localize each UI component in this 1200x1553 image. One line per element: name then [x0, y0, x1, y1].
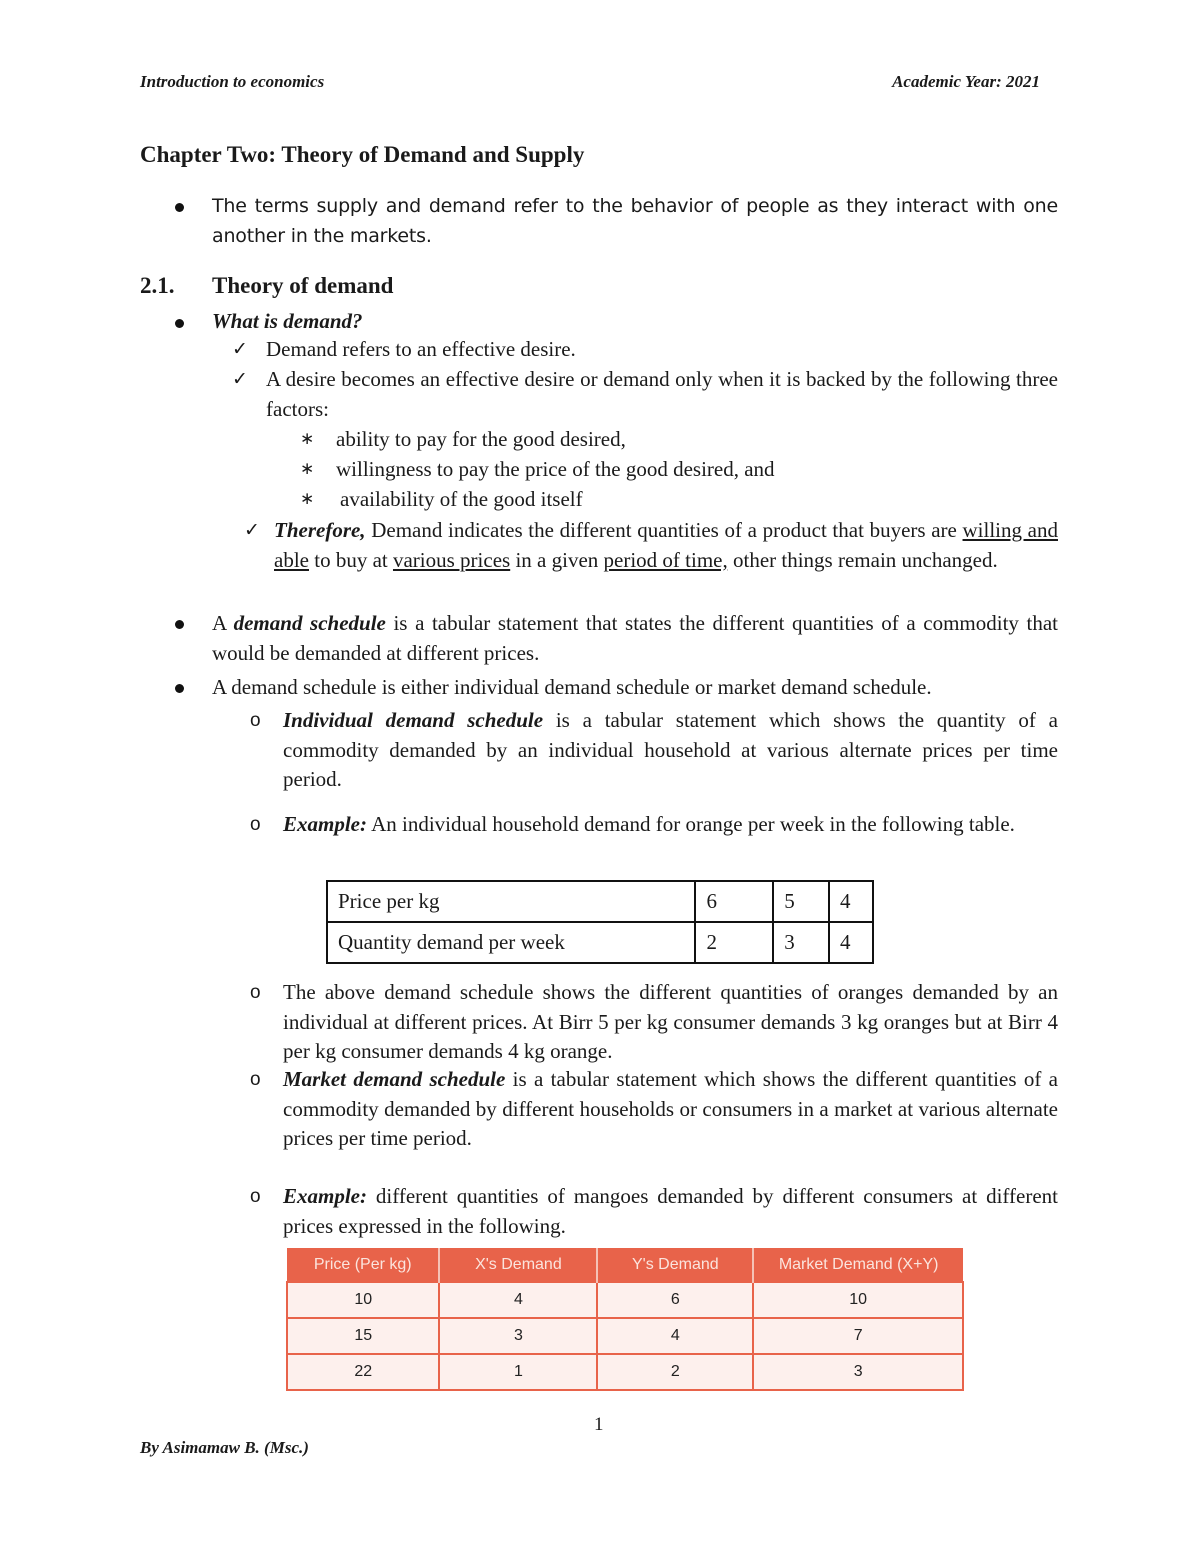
- table-cell: 3: [753, 1354, 963, 1390]
- column-header: Market Demand (X+Y): [753, 1248, 963, 1282]
- column-header: X's Demand: [439, 1248, 597, 1282]
- table-cell: 1: [439, 1354, 597, 1390]
- therefore-lead: Therefore,: [274, 518, 366, 542]
- circle-bullet-icon: o: [250, 710, 261, 731]
- underlined-term: various prices: [392, 547, 511, 572]
- table-cell: 10: [753, 1282, 963, 1318]
- example-label: Example:: [283, 1184, 367, 1208]
- factor-item: willingness to pay the price of the good desired, and: [336, 457, 775, 481]
- table-cell: 6: [695, 881, 773, 922]
- example2-text: Example: different quantities of mangoes demanded by different consumers at different prices expressed in the following.: [283, 1184, 1058, 1238]
- page-number: 1: [594, 1414, 604, 1435]
- underlined-term: period of time,: [603, 547, 728, 572]
- factor-item: ability to pay for the good desired,: [336, 427, 626, 451]
- footer-author: By Asimamaw B. (Msc.): [140, 1438, 309, 1457]
- explanation-text: The above demand schedule shows the different quantities of oranges demanded by an individual at different prices. At Birr 5 per kg consumer demands 3 kg oranges but at Birr 4 per kg consumer demands 4 kg orange.: [283, 980, 1058, 1063]
- bullet-icon: [175, 203, 184, 212]
- underlined-term: willing and able: [274, 518, 1058, 572]
- what-is-demand: What is demand?: [212, 309, 363, 333]
- check-icon: ✓: [232, 338, 248, 360]
- asterisk-icon: ∗: [300, 459, 315, 479]
- mango-market-demand-table: [286, 1248, 964, 1391]
- table-header-row: [287, 1248, 963, 1282]
- table-row: [327, 922, 873, 963]
- chapter-title: Chapter Two: Theory of Demand and Supply: [140, 142, 585, 167]
- table-cell: 2: [695, 922, 773, 963]
- table-cell: 10: [287, 1282, 439, 1318]
- circle-bullet-icon: o: [250, 814, 261, 835]
- market-definition: Market demand schedule is a tabular statement which shows the different quantities of a commodity demanded by different households or consumers in a market at various alternate prices per time period.: [283, 1067, 1058, 1150]
- orange-demand-table: [326, 880, 874, 964]
- table-cell: 3: [773, 922, 829, 963]
- check2-text: A desire becomes an effective desire or demand only when it is backed by the following three factors:: [266, 367, 1058, 421]
- therefore-paragraph: Therefore, Demand indicates the different quantities of a product that buyers are willing and able to buy at various prices in a given period of time, other things remain unchanged.: [274, 518, 1058, 572]
- table-cell: 7: [753, 1318, 963, 1354]
- section-number: 2.1.: [140, 273, 175, 298]
- defined-term: demand schedule: [233, 611, 386, 635]
- table-cell: 5: [773, 881, 829, 922]
- circle-bullet-icon: o: [250, 982, 261, 1003]
- asterisk-icon: ∗: [300, 489, 315, 509]
- schedule-types: A demand schedule is either individual demand schedule or market demand schedule.: [212, 675, 932, 699]
- bullet-icon: [175, 319, 184, 328]
- check-icon: ✓: [244, 519, 260, 541]
- table-cell: Price per kg: [327, 881, 695, 922]
- table-cell: Quantity demand per week: [327, 922, 695, 963]
- check1-text: Demand refers to an effective desire.: [266, 337, 576, 361]
- header-left: Introduction to economics: [140, 72, 325, 91]
- table-row: [287, 1282, 963, 1318]
- check-icon: ✓: [232, 368, 248, 390]
- individual-definition: Individual demand schedule is a tabular statement which shows the quantity of a commodity demanded by an individual household at various alternate prices per time period.: [283, 708, 1058, 791]
- column-header: Price (Per kg): [287, 1248, 439, 1282]
- factor-item: availability of the good itself: [340, 487, 583, 511]
- circle-bullet-icon: o: [250, 1186, 261, 1207]
- table-cell: 4: [439, 1282, 597, 1318]
- bullet-icon: [175, 620, 184, 629]
- example1-text: Example: An individual household demand for orange per week in the following table.: [283, 812, 1015, 836]
- table-row: [327, 881, 873, 922]
- schedule-definition: A demand schedule is a tabular statement that states the different quantities of a commodity that would be demanded at different prices.: [212, 611, 1058, 665]
- circle-bullet-icon: o: [250, 1069, 261, 1090]
- header-right: Academic Year: 2021: [892, 72, 1040, 91]
- intro-bullet-text: The terms supply and demand refer to the behavior of people as they interact with one another in the markets.: [212, 195, 1058, 247]
- section-title: Theory of demand: [212, 273, 394, 298]
- column-header: Y's Demand: [597, 1248, 753, 1282]
- bullet-icon: [175, 684, 184, 693]
- table-row: [287, 1354, 963, 1390]
- table-cell: 4: [829, 881, 873, 922]
- table-cell: 22: [287, 1354, 439, 1390]
- example-label: Example:: [283, 812, 367, 836]
- asterisk-icon: ∗: [300, 429, 315, 449]
- table-cell: 3: [439, 1318, 597, 1354]
- defined-term: Individual demand schedule: [283, 708, 544, 732]
- table-cell: 15: [287, 1318, 439, 1354]
- table-row: [287, 1318, 963, 1354]
- table-cell: 4: [829, 922, 873, 963]
- table-cell: 2: [597, 1354, 753, 1390]
- table-cell: 6: [597, 1282, 753, 1318]
- defined-term: Market demand schedule: [283, 1067, 506, 1091]
- table-cell: 4: [597, 1318, 753, 1354]
